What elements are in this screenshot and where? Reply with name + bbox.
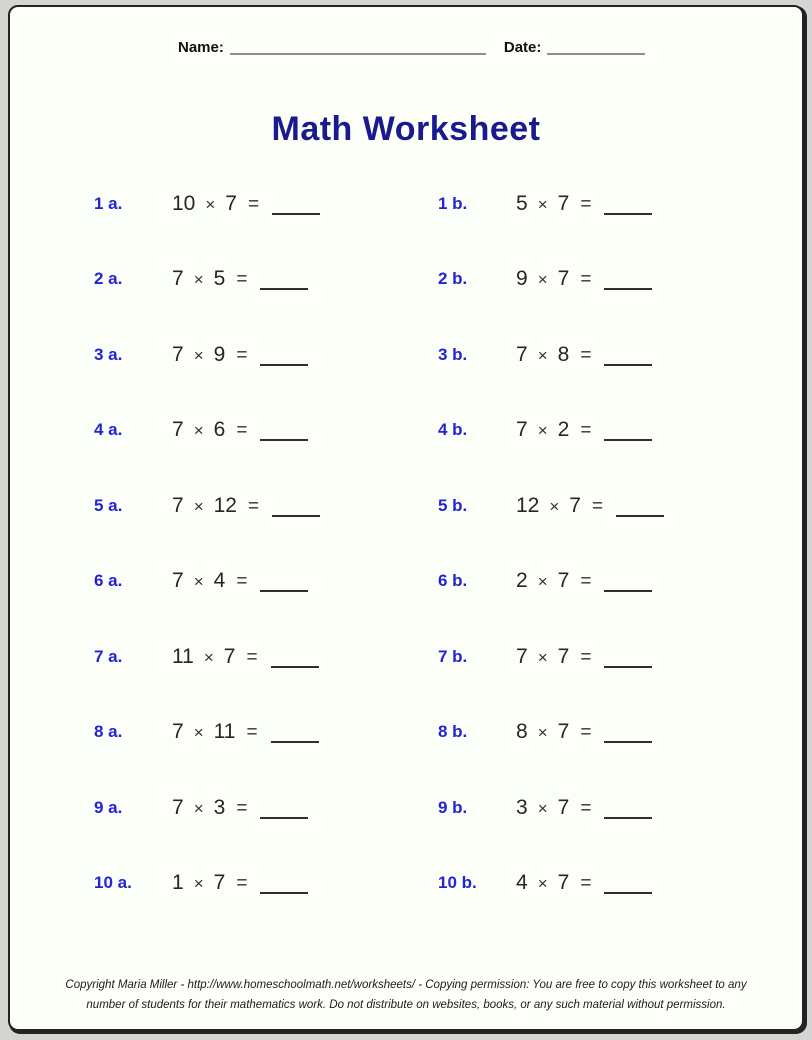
equals-sign: = <box>246 722 258 744</box>
problem-row <box>10 166 802 242</box>
problem-expression <box>172 645 319 669</box>
factor1: 5 <box>516 191 528 215</box>
equals-sign: = <box>236 873 248 895</box>
answer-blank <box>604 740 652 743</box>
equals-sign: = <box>247 495 260 517</box>
equals-sign: = <box>236 797 248 819</box>
multiply-icon: × <box>537 572 548 592</box>
problem-2a <box>94 267 438 291</box>
problem-expression <box>172 494 320 518</box>
equals-sign: = <box>236 420 248 442</box>
equals-sign: = <box>247 193 260 215</box>
problem-row <box>10 695 802 771</box>
problem-7b <box>438 645 782 669</box>
multiply-icon: × <box>205 194 216 214</box>
problem-7a <box>94 645 438 669</box>
factor2: 4 <box>213 569 226 593</box>
problem-8b <box>438 720 782 744</box>
equals-sign: = <box>236 571 248 593</box>
problems-grid <box>10 166 802 921</box>
multiply-icon: × <box>193 496 204 516</box>
multiply-icon: × <box>193 345 204 365</box>
page-title: Math Worksheet <box>271 110 541 148</box>
problem-4a <box>94 418 438 442</box>
problem-label: 9 a. <box>94 797 123 817</box>
multiply-icon: × <box>193 572 204 592</box>
multiply-icon: × <box>537 421 548 441</box>
name-fill-line <box>230 52 486 55</box>
problem-label: 4 a. <box>94 420 123 440</box>
problem-expression <box>516 267 652 291</box>
problem-expression <box>172 192 320 216</box>
factor1: 8 <box>516 720 528 744</box>
problem-expression <box>516 871 652 895</box>
equals-sign: = <box>236 269 248 291</box>
problem-label: 2 a. <box>94 269 123 289</box>
problem-label: 10 a. <box>94 873 132 893</box>
factor1: 11 <box>172 644 194 668</box>
problem-expression <box>516 796 652 820</box>
problem-row <box>10 242 802 318</box>
equals-sign: = <box>580 269 592 291</box>
problem-label: 4 b. <box>438 420 468 440</box>
factor1: 7 <box>172 720 184 744</box>
equals-sign: = <box>236 344 248 366</box>
equals-sign: = <box>580 571 592 593</box>
factor2: 9 <box>213 342 226 366</box>
answer-blank <box>260 891 308 894</box>
problem-row <box>10 393 802 469</box>
answer-blank <box>604 816 652 819</box>
problem-expression <box>172 871 308 895</box>
factor2: 7 <box>223 644 236 668</box>
factor2: 7 <box>557 871 570 895</box>
equals-sign: = <box>580 722 592 744</box>
factor2: 12 <box>213 493 237 517</box>
problem-expression <box>172 569 308 593</box>
multiply-icon: × <box>193 798 204 818</box>
date-label: Date: <box>503 39 542 56</box>
factor2: 3 <box>213 795 226 819</box>
problem-3a <box>94 343 438 367</box>
factor1: 7 <box>172 493 184 517</box>
factor2: 7 <box>557 191 570 215</box>
factor1: 7 <box>172 418 184 442</box>
answer-blank <box>272 514 320 517</box>
problem-row <box>10 619 802 695</box>
factor2: 8 <box>557 342 570 366</box>
problem-expression <box>172 720 319 744</box>
answer-blank <box>604 212 652 215</box>
problem-3b <box>438 343 782 367</box>
problem-label: 3 a. <box>94 344 123 364</box>
equals-sign: = <box>580 646 592 668</box>
problem-label: 5 a. <box>94 495 123 515</box>
answer-blank <box>604 891 652 894</box>
equals-sign: = <box>591 495 604 517</box>
multiply-icon: × <box>193 421 204 441</box>
problem-expression <box>516 418 652 442</box>
factor1: 12 <box>516 493 540 517</box>
factor2: 2 <box>557 418 570 442</box>
multiply-icon: × <box>537 270 548 290</box>
problem-expression <box>172 418 308 442</box>
date-fill-line <box>547 52 645 55</box>
problem-label: 2 b. <box>438 269 468 289</box>
factor2: 7 <box>557 720 570 744</box>
factor1: 7 <box>172 267 184 291</box>
multiply-icon: × <box>537 874 548 894</box>
problem-expression <box>172 343 308 367</box>
multiply-icon: × <box>537 723 548 743</box>
problem-expression <box>516 192 652 216</box>
problem-label: 6 b. <box>438 571 468 591</box>
multiply-icon: × <box>203 647 214 667</box>
answer-blank <box>271 740 319 743</box>
multiply-icon: × <box>193 874 204 894</box>
worksheet-page <box>8 5 804 1031</box>
problem-9b <box>438 796 782 820</box>
problem-label: 5 b. <box>438 495 468 515</box>
problem-label: 8 b. <box>438 722 468 742</box>
factor2: 11 <box>213 720 236 744</box>
problem-label: 3 b. <box>438 344 468 364</box>
problem-8a <box>94 720 438 744</box>
header-row <box>178 39 645 56</box>
problem-label: 6 a. <box>94 571 123 591</box>
factor2: 7 <box>557 267 570 291</box>
problem-label: 7 b. <box>438 646 468 666</box>
equals-sign: = <box>580 873 592 895</box>
problem-1a <box>94 192 438 216</box>
factor2: 7 <box>569 493 581 517</box>
factor2: 7 <box>225 191 237 215</box>
footer-line-2: number of students for their mathematics work. Do not distribute on websites, books, or any such material without permission. <box>86 998 726 1011</box>
footer-line-1: Copyright Maria Miller - http://www.homeschoolmath.net/worksheets/ - Copying permission: You are free to copy this worksheet to any <box>65 979 747 992</box>
problem-2b <box>438 267 782 291</box>
name-label: Name: <box>178 39 224 56</box>
answer-blank <box>604 438 652 441</box>
factor2: 7 <box>213 871 226 895</box>
multiply-icon: × <box>193 270 204 290</box>
problem-expression <box>172 267 308 291</box>
problem-expression <box>516 343 652 367</box>
factor1: 9 <box>516 267 528 291</box>
multiply-icon: × <box>537 798 548 818</box>
problem-row <box>10 544 802 620</box>
factor1: 7 <box>516 418 528 442</box>
equals-sign: = <box>580 344 592 366</box>
factor1: 7 <box>172 342 184 366</box>
factor1: 4 <box>516 871 528 895</box>
answer-blank <box>604 287 652 290</box>
answer-blank <box>260 816 308 819</box>
problem-5b <box>438 494 782 518</box>
factor1: 10 <box>172 191 196 215</box>
problem-expression <box>516 645 652 669</box>
equals-sign: = <box>580 797 592 819</box>
factor1: 7 <box>172 569 184 593</box>
factor2: 7 <box>557 795 570 819</box>
problem-row <box>10 770 802 846</box>
problem-10b <box>438 871 782 895</box>
answer-blank <box>604 589 652 592</box>
problem-expression <box>172 796 308 820</box>
factor1: 1 <box>172 871 184 895</box>
factor1: 2 <box>516 569 528 593</box>
problem-6b <box>438 569 782 593</box>
problem-5a <box>94 494 438 518</box>
answer-blank <box>616 514 664 517</box>
equals-sign: = <box>246 646 258 668</box>
problem-4b <box>438 418 782 442</box>
factor2: 7 <box>557 569 570 593</box>
multiply-icon: × <box>537 647 548 667</box>
factor2: 5 <box>213 267 226 291</box>
answer-blank <box>272 212 320 215</box>
answer-blank <box>260 589 308 592</box>
answer-blank <box>604 363 652 366</box>
multiply-icon: × <box>193 723 204 743</box>
copyright-footer <box>10 976 802 1015</box>
factor2: 7 <box>557 644 570 668</box>
factor1: 7 <box>172 795 184 819</box>
answer-blank <box>271 665 319 668</box>
problem-label: 1 a. <box>94 193 123 213</box>
problem-10a <box>94 871 438 895</box>
answer-blank <box>260 287 308 290</box>
problem-label: 8 a. <box>94 722 123 742</box>
problem-row <box>10 468 802 544</box>
multiply-icon: × <box>549 496 560 516</box>
problem-expression <box>516 569 652 593</box>
problem-9a <box>94 796 438 820</box>
multiply-icon: × <box>537 194 548 214</box>
problem-expression <box>516 494 664 518</box>
problem-label: 1 b. <box>438 193 468 213</box>
problem-6a <box>94 569 438 593</box>
factor1: 7 <box>516 342 528 366</box>
problem-row <box>10 846 802 922</box>
answer-blank <box>260 363 308 366</box>
multiply-icon: × <box>537 345 548 365</box>
factor1: 7 <box>516 644 528 668</box>
answer-blank <box>604 665 652 668</box>
problem-1b <box>438 192 782 216</box>
factor1: 3 <box>516 795 528 819</box>
equals-sign: = <box>580 420 592 442</box>
problem-label: 10 b. <box>438 873 477 893</box>
problem-expression <box>516 720 652 744</box>
factor2: 6 <box>213 418 226 442</box>
problem-label: 9 b. <box>438 797 468 817</box>
answer-blank <box>260 438 308 441</box>
problem-label: 7 a. <box>94 646 123 666</box>
equals-sign: = <box>580 193 592 215</box>
problem-row <box>10 317 802 393</box>
